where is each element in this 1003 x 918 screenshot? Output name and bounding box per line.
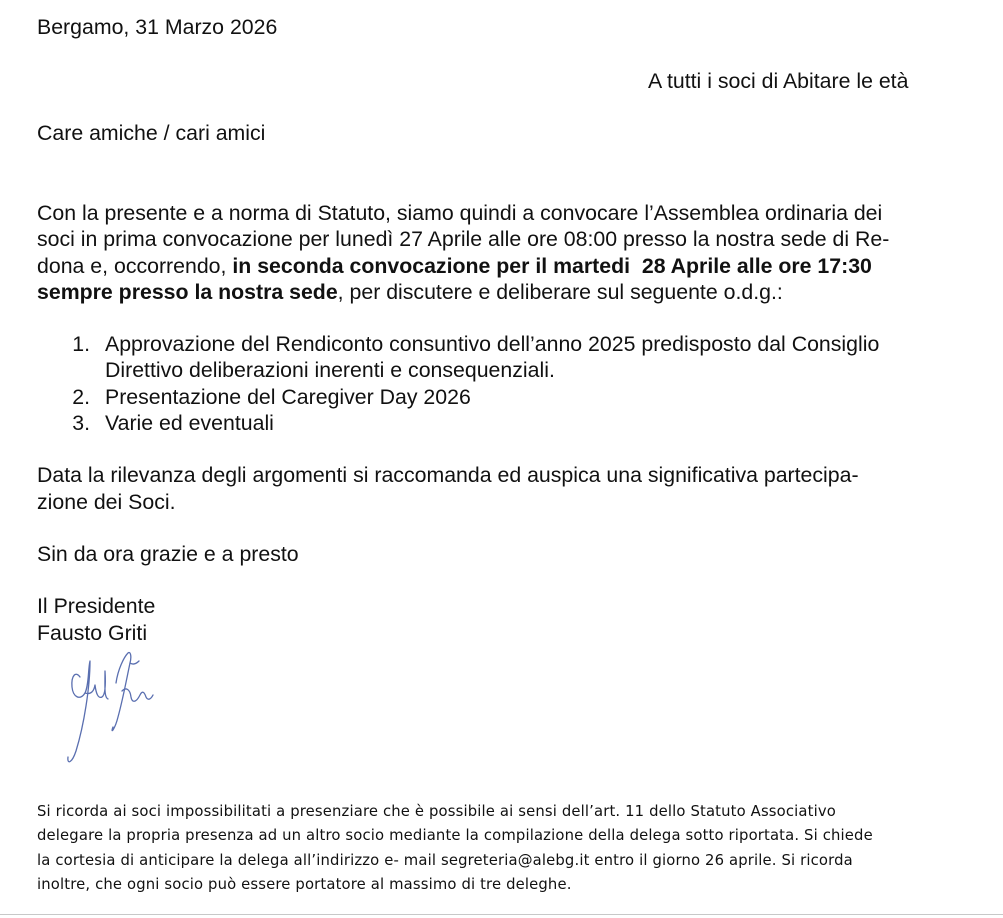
agenda-number: 2. (72, 385, 90, 409)
agenda-item: Approvazione del Rendiconto consuntivo dell’anno 2025 predisposto dal Consiglio (105, 332, 880, 356)
paragraph-line: Data la rilevanza degli argomenti si raccomanda ed auspica una significativa partecipa- (37, 463, 859, 487)
paragraph-line: zione dei Soci. (37, 490, 176, 514)
agenda-number: 3. (72, 411, 90, 435)
page-bottom-rule (0, 914, 1003, 915)
paragraph-line (37, 279, 783, 305)
recipient-line: A tutti i soci di Abitare le età (648, 69, 909, 93)
note-line: la cortesia di anticipare la delega all’indirizzo e- mail segreteria@alebg.it entro il giorno 26 aprile. Si ricorda (37, 852, 853, 869)
agenda-item: Direttivo deliberazioni inerenti e consequenziali. (105, 358, 555, 382)
handwritten-signature-icon (58, 647, 168, 772)
note-line: delegare la propria presenza ad un altro socio mediante la compilazione della delega sotto riportata. Si chiede (37, 827, 873, 844)
closing-thanks: Sin da ora grazie e a presto (37, 542, 299, 566)
paragraph-line: Con la presente e a norma di Statuto, siamo quindi a convocare l’Assemblea ordinaria dei (37, 201, 883, 225)
paragraph-line (37, 253, 872, 279)
signatory-role: Il Presidente (37, 594, 156, 618)
paragraph-line: soci in prima convocazione per lunedì 27 Aprile alle ore 08:00 presso la nostra sede di Re- (37, 227, 890, 251)
paragraph-text: , per discutere e deliberare sul seguente o.d.g.: (337, 280, 783, 304)
agenda-item: Varie ed eventuali (105, 411, 274, 435)
paragraph-text: dona e, occorrendo, (37, 254, 233, 278)
place-date: Bergamo, 31 Marzo 2026 (37, 15, 278, 39)
agenda-number: 1. (72, 332, 90, 356)
same-seat-text: sempre presso la nostra sede (37, 280, 338, 304)
second-convocation-text: in seconda convocazione per il martedi 28 Aprile alle ore 17:30 (232, 254, 872, 278)
salutation: Care amiche / cari amici (37, 121, 266, 145)
note-line: inoltre, che ogni socio può essere portatore al massimo di tre deleghe. (37, 876, 572, 893)
note-line: Si ricorda ai soci impossibilitati a presenziare che è possibile ai sensi dell’art. 11 dello Statuto Associativo (37, 803, 836, 820)
agenda-item: Presentazione del Caregiver Day 2026 (105, 385, 471, 409)
signatory-name: Fausto Griti (37, 621, 148, 645)
